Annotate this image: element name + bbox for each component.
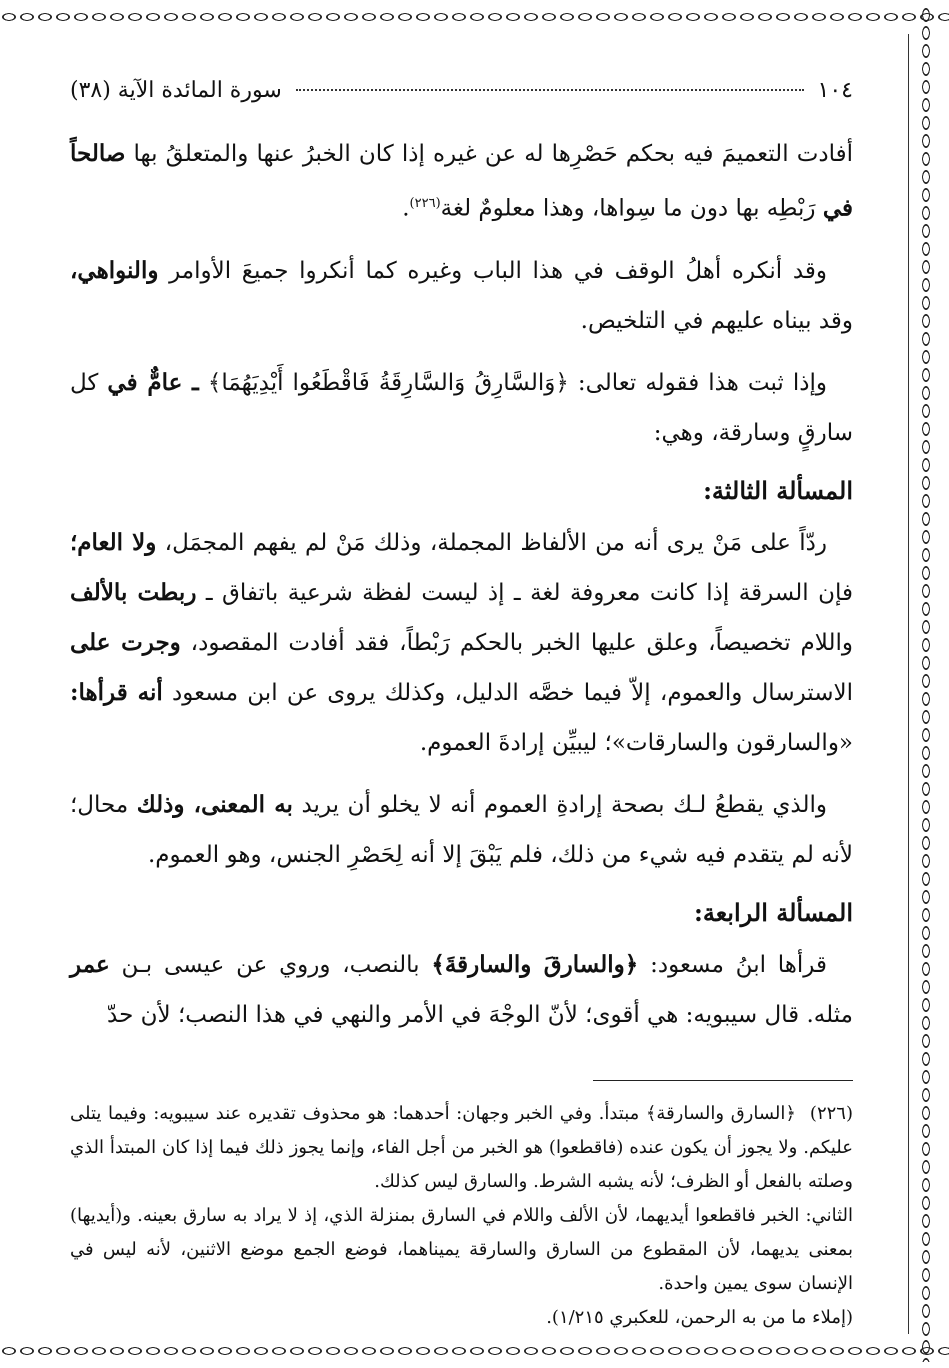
bold-run: وجرت على xyxy=(70,628,181,656)
footnote-number: (٢٢٦) xyxy=(809,1102,853,1124)
paragraph-5 xyxy=(70,780,853,880)
text-run: رَبْطِه بها دون ما سِواها، وهذا معلومٌ لغة xyxy=(440,195,823,222)
bold-run: ـ عامٌّ في xyxy=(107,368,199,396)
footnote-line-2: الثاني: الخبر فاقطعوا أيديهما، لأن الألف واللام في السارق بمنزلة الذي، إذ لا يراد به سارق بعينه. و(أيديها) بمعنى يديهما، لأن المقطوع من السارق والسارقة يميناهما، فوضع الجمع موضع الاثنين، لأنه ليس في الإنسان سوى يمين واحدة. xyxy=(70,1204,853,1294)
paragraph-1 xyxy=(70,129,853,234)
book-page xyxy=(70,70,854,1328)
paragraph-2 xyxy=(70,246,853,346)
bold-run: عمر xyxy=(70,950,110,978)
text-run: أفادت التعميمَ فيه بحكم حَصْرِها له عن غيره إذا كان الخبرُ عنها والمتعلقُ بها xyxy=(125,141,853,167)
running-title: سورة المائدة الآية (٣٨) xyxy=(70,78,282,103)
paragraph-4 xyxy=(70,518,853,768)
bold-run: أنه قرأها: xyxy=(70,678,163,706)
footnote-reference[interactable]: (٢٢٦) xyxy=(409,196,441,211)
bold-run: ولا العام؛ xyxy=(70,528,157,556)
text-run: «والسارقون والسارقات»؛ ليبيِّن إرادةَ العموم. xyxy=(419,729,853,756)
decorative-chain-border-bottom xyxy=(0,1340,949,1362)
section-heading-third-issue: المسألة الثالثة: xyxy=(703,475,853,505)
text-run: واللام تخصيصاً، وعلق عليها الخبر بالحكم رَبْطاً، فقد أفادت المقصود، xyxy=(180,629,854,656)
section-heading-fourth-issue: المسألة الرابعة: xyxy=(694,897,853,927)
text-run: ردّاً على مَنْ يرى أنه من الألفاظ المجملة، وذلك مَنْ لم يفهم المجمَل، xyxy=(156,529,827,556)
text-run: قرأها ابنُ مسعود: xyxy=(638,951,827,978)
paragraph-6 xyxy=(70,940,853,1040)
text-run: والذي يقطعُ لـك بصحة إرادةِ العموم أنه لا يخلو أن يريد xyxy=(292,791,827,818)
text-run: كل سارقٍ وسارقة، وهي: xyxy=(70,369,853,446)
bold-run: والنواهي، xyxy=(70,256,159,284)
paragraph-3 xyxy=(70,358,853,458)
footnote-text: ﴿السارق والسارقة﴾ مبتدأ. وفي الخبر وجهان: أحدهما: هو محذوف تقديره عند سيبويه: وفيما يتلى عليكم. ولا يجوز أن يكون عنده (فاقطعوا) هو الخبر من أجل الفاء، وإنما يجوز ذلك فيما إذا كان المبتدأ الذي وصلته بالفعل أو الظرف؛ لأنه يشبه الشرط. والسارق ليس كذلك. xyxy=(70,1102,853,1192)
running-header xyxy=(70,78,853,103)
footnote-source: (إملاء ما من به الرحمن، للعكبري ١/٢١٥). xyxy=(546,1306,853,1328)
text-run: وقد بيناه عليهم في التلخيص. xyxy=(580,307,853,334)
footnote-separator xyxy=(593,1080,853,1081)
text-run: مثله. قال سيبويه: هي أقوى؛ لأنّ الوجْهَ في الأمر والنهي في هذا النصب؛ لأن حدّ xyxy=(107,1001,853,1028)
frame-rule xyxy=(908,34,909,1334)
text-run: بالنصب، وروي عن عيسى بـن xyxy=(109,951,432,978)
text-run: محال؛ لأنه لم يتقدم فيه شيء من ذلك، فلم يَبْقَ إلا أنه لِحَصْرِ الجنس، وهو العموم. xyxy=(70,791,853,868)
text-run: . xyxy=(402,195,410,222)
header-leader-dots xyxy=(296,89,804,91)
bold-run: ربطت بالألف xyxy=(70,578,197,606)
bold-run: به المعنى، وذلك xyxy=(136,790,293,818)
footnote-line-1 xyxy=(70,1097,853,1199)
page-number: ١٠٤ xyxy=(817,78,853,103)
text-run: وقد أنكره أهلُ الوقف في هذا الباب وغيره كما أنكروا جميعَ الأوامر xyxy=(158,257,827,284)
text-run: وإذا ثبت هذا فقوله تعالى: ﴿وَالسَّارِقُ وَالسَّارِقَةُ فَاقْطَعُوا أَيْدِيَهُمَا﴾ xyxy=(198,369,827,396)
decorative-chain-border-right xyxy=(915,6,937,1362)
text-run: الاسترسال والعموم، إلاّ فيما خصَّه الدليل، وكذلك يروى عن ابن مسعود xyxy=(162,679,853,706)
text-run: فإن السرقة إذا كانت معروفة لغة ـ إذ ليست لفظة شرعية باتفاق ـ xyxy=(196,579,853,606)
footnote xyxy=(70,1097,853,1335)
decorative-chain-border-top xyxy=(0,6,949,28)
bold-run: صالحاً في xyxy=(70,140,853,222)
bold-run: ﴿والسارقَ والسارقةَ﴾ xyxy=(431,950,639,978)
